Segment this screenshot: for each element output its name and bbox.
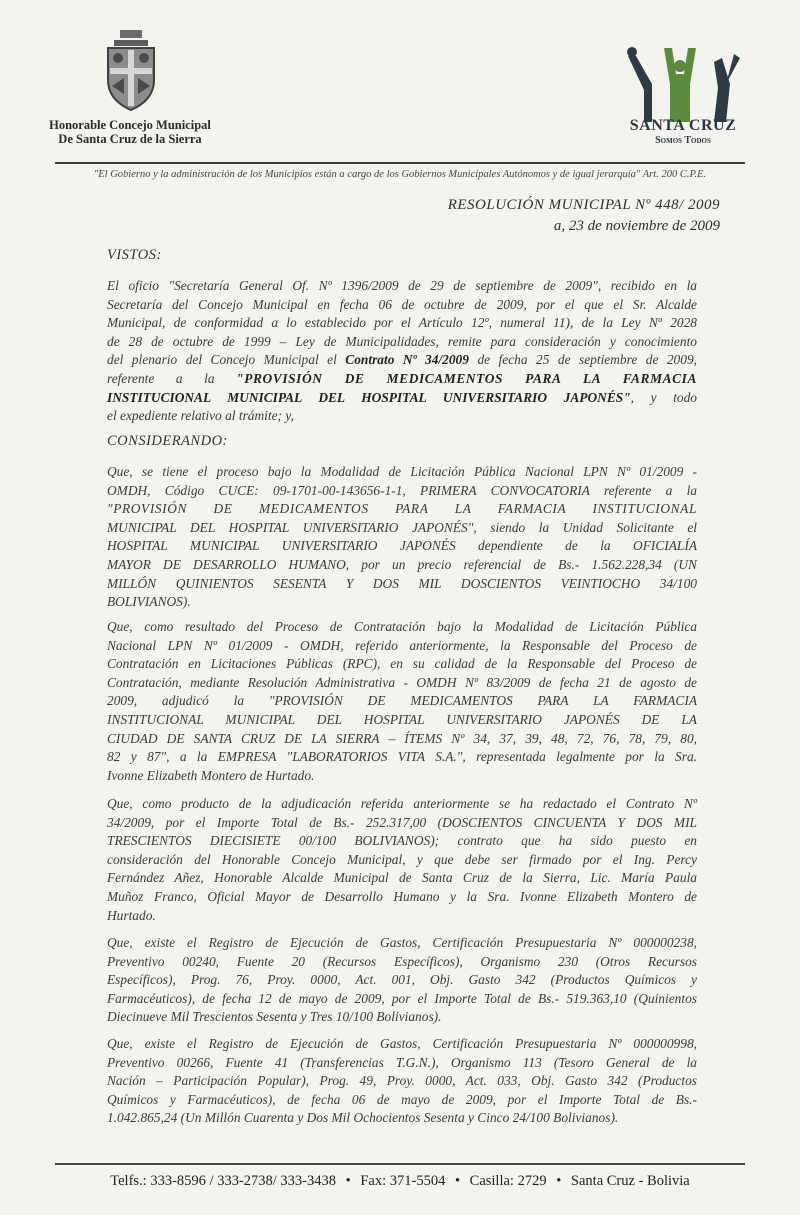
letterhead (0, 0, 800, 180)
contract-subject-part2: INSTITUCIONAL MUNICIPAL DEL HOSPITAL UNIVERSITARIO JAPONÉS" (107, 389, 631, 405)
paragraph-line (107, 389, 697, 408)
paragraph-line: Fernández Añez, Honorable Alcalde Municipal de Santa Cruz de la Sierra, Lic. María Paula (107, 870, 697, 886)
paragraph-line: Diecinueve Mil Trescientos Sesenta y Tres 10/100 Bolivianos). (107, 1009, 442, 1025)
text-run: del plenario del Concejo Municipal el (107, 352, 337, 368)
bullet-separator: • (345, 1173, 351, 1189)
paragraph-line: Farmacéuticos), de fecha 12 de mayo de 2009, por el Importe Total de Bs.- 519.363,10 (Quinientos (107, 990, 697, 1006)
footer-po-box: Casilla: 2729 (469, 1173, 547, 1189)
paragraph-line: 1.042.865,24 (Un Millón Cuarenta y Dos Mil Ochocientos Sesenta y Cinco 24/100 Bolivianos). (107, 1110, 619, 1126)
paragraph-line: Secretaría del Concejo Municipal en fecha 06 de octubre de 2009, por el que el Sr. Alcalde (107, 296, 697, 312)
paragraph-line: Que, como resultado del Proceso de Contratación bajo la Modalidad de Licitación Pública (107, 619, 697, 634)
text-run: , y todo (630, 389, 698, 405)
section-considerando: CONSIDERANDO: (107, 433, 228, 449)
paragraph-line: Preventivo 00240, Fuente 20 (Recursos Específicos), Organismo 230 (Otros Recursos (107, 953, 697, 969)
santa-cruz-logo-icon (622, 44, 742, 124)
paragraph-line: CIUDAD DE SANTA CRUZ DE LA SIERRA – ÍTEMS Nº 34, 37, 39, 48, 72, 76, 78, 79, 80, (107, 730, 697, 746)
paragraph-line: "PROVISIÓN DE MEDICAMENTOS PARA LA FARMACIA INSTITUCIONAL (107, 501, 697, 517)
paragraph-line: INSTITUCIONAL MUNICIPAL DEL HOSPITAL UNIVERSITARIO JAPONÉS DE LA (107, 711, 697, 727)
paragraph-line (107, 351, 697, 370)
text-run: referente a la (107, 370, 215, 386)
resolution-title: RESOLUCIÓN MUNICIPAL Nº 448/ 2009 (447, 197, 720, 213)
paragraph-line: Que, como producto de la adjudicación referida anteriormente se ha redactado el Contrato Nº (107, 796, 697, 811)
paragraph-line: Nación – Participación Popular), Prog. 49, Proy. 0000, Act. 033, Obj. Gasto 342 (Productos (107, 1073, 697, 1089)
paragraph-line: Muñoz Franco, Oficial Mayor de Desarrollo Humano y la Sra. Ivonne Elizabeth Montero de (107, 888, 697, 904)
paragraph-line: de 28 de octubre de 1999 – Ley de Municipalidades, remite para consideración y conocimiento (107, 333, 697, 349)
footer-city: Santa Cruz - Bolivia (570, 1173, 690, 1189)
paragraph-line: el expediente relativo al trámite; y, (107, 408, 294, 424)
bullet-separator: • (556, 1173, 562, 1189)
paragraph-line: Químicos y Farmacéuticos), de fecha 06 de mayo de 2009, por el Importe Total de Bs.- (107, 1091, 697, 1107)
paragraph-line: Municipal, de conformidad a lo establecido por el Artículo 12º, numeral 11), de la Ley Nº 2028 (107, 315, 697, 331)
paragraph-line: El oficio "Secretaría General Of. Nº 1396/2009 de 29 de septiembre de 2009", recibido en la (107, 278, 697, 293)
resolution-date: a, 23 de noviembre de 2009 (553, 218, 720, 234)
considerando-paragraph-1 (107, 463, 697, 612)
text-run: de fecha 25 de septiembre de 2009, (477, 352, 697, 368)
considerando-paragraph-4 (107, 934, 697, 1027)
considerando-paragraph-2 (107, 618, 697, 785)
paragraph-line: Hurtado. (107, 907, 156, 923)
paragraph-line: MUNICIPAL DEL HOSPITAL UNIVERSITARIO JAPONÉS", siendo la Unidad Solicitante el (107, 519, 697, 535)
considerando-paragraph-5 (107, 1035, 697, 1128)
footer-contact (20, 1173, 780, 1190)
contract-subject-part1: "PROVISIÓN DE MEDICAMENTOS PARA LA FARMACIA (236, 370, 697, 386)
header-divider (55, 162, 745, 164)
paragraph-line: Nacional LPN Nº 01/2009 - OMDH, referido anteriormente, la Responsable del Proceso de (107, 637, 697, 653)
paragraph-line: Contratación en Licitaciones Públicas (RPC), en su calidad de la Responsable del Proceso de (107, 656, 697, 672)
council-name-line2: De Santa Cruz de la Sierra (58, 132, 202, 146)
footer-phones: Telfs.: 333-8596 / 333-2738/ 333-3438 (110, 1173, 337, 1189)
paragraph-line: Contratación, mediante Resolución Administrativa - OMDH Nº 83/2009 de fecha 21 de agosto de (107, 674, 697, 690)
constitution-quote: "El Gobierno y la administración de los Municipios están a cargo de los Gobiernos Municipales Autónomos y de igual jerarquía" Art. 200 C.P.E. (93, 169, 707, 180)
paragraph-line: 82 y 87", a la EMPRESA "LABORATORIOS VITA S.A.", representada legalmente por la Sra. (107, 749, 697, 765)
footer-fax: Fax: 371-5504 (360, 1173, 446, 1189)
paragraph-line: Ivonne Elizabeth Montero de Hurtado. (107, 767, 315, 783)
council-name (30, 118, 230, 146)
paragraph-line: HOSPITAL MUNICIPAL UNIVERSITARIO JAPONÉS dependiente de la OFICIALÍA (107, 538, 697, 554)
paragraph-line: MAYOR DE DESARROLLO HUMANO, por un precio referencial de Bs.- 1.562.228,34 (UN (107, 556, 697, 572)
paragraph-line: Que, existe el Registro de Ejecución de Gastos, Certificación Presupuestaria Nº 000000238, (107, 935, 697, 950)
bullet-separator: • (454, 1173, 461, 1189)
paragraph-line: OMDH, Código CUCE: 09-1701-00-143656-1-1, PRIMERA CONVOCATORIA referente a la (107, 482, 697, 498)
paragraph-line: MILLÓN QUINIENTOS SESENTA Y DOS MIL DOSCIENTOS VEINTIOCHO 34/100 (107, 575, 697, 591)
paragraph-line: 34/2009, por el Importe Total de Bs.- 252.317,00 (DOSCIENTOS CINCUENTA Y DOS MIL (107, 814, 697, 830)
paragraph-line: consideración del Honorable Concejo Municipal, y que debe ser firmado por el Ing. Percy (107, 851, 697, 867)
paragraph-line: Específicos), Prog. 76, Proy. 0000, Act. 001, Obj. Gasto 342 (Productos Químicos y (107, 972, 697, 988)
paragraph-line (107, 370, 697, 389)
paragraph-line: 2009, adjudicó la "PROVISIÓN DE MEDICAMENTOS PARA LA FARMACIA (107, 693, 697, 709)
paragraph-line: TRESCIENTOS DIECISIETE 00/100 BOLIVIANOS); contrato que ha sido puesto en (107, 833, 697, 849)
municipal-coat-of-arms-icon (100, 28, 162, 112)
paragraph-line: Preventivo 00266, Fuente 41 (Transferencias T.G.N.), Organismo 113 (Tesoro General de la (107, 1054, 697, 1070)
paragraph-line: Que, se tiene el proceso bajo la Modalidad de Licitación Pública Nacional LPN Nº 01/2009 - (107, 464, 697, 479)
santa-cruz-brand (624, 118, 742, 147)
paragraph-line: BOLIVIANOS). (107, 594, 191, 610)
paragraph-line: Que, existe el Registro de Ejecución de Gastos, Certificación Presupuestaria Nº 000000998, (107, 1036, 697, 1051)
brand-slogan: Somos Todos (655, 135, 711, 146)
council-name-line1: Honorable Concejo Municipal (49, 118, 211, 132)
section-vistos: VISTOS: (107, 247, 162, 263)
considerando-paragraph-3 (107, 795, 697, 925)
vistos-paragraph (107, 277, 697, 426)
footer-divider (55, 1163, 745, 1165)
brand-name: SANTA CRUZ (629, 117, 737, 134)
contract-number: Contrato Nº 34/2009 (345, 352, 469, 368)
